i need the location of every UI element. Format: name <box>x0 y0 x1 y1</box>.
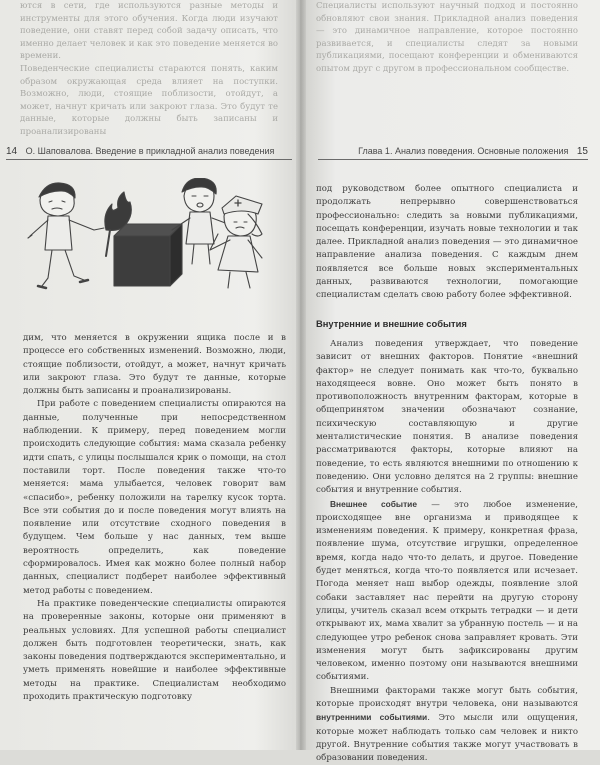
bleed-paragraph: Поведенческие специалисты стараются понять, каким образом окружающая среда влияет на поступки. Возможно, люди, стоящие поблизости, отойдут, а может, начнут кричать или закроют глаза. Это будут те данные, которые должны быть записаны и проанализированы <box>20 63 278 137</box>
body-paragraph: На практике поведенческие специалисты опираются на проверенные законы, которые они применяют в реальных условиях. Для успешной работы специалист должен быть подготовлен теоретически, знать, как законы поведения подтверждаются экспериментально, и уметь применять новейшие и наиболее эффективные методы на практике. Специалистам необходимо проходить практическую подготовку <box>23 598 287 703</box>
book-gutter <box>296 0 306 750</box>
body-text: — это любое изменение, происходящее вне организма и приводящее к изменениям поведения. К примеру, конкретная фраза, появление шума, отсутствие игрушки, определенное время, когда надо что-то делать, и другое. Поведение будет меняться, когда что-то появляется или исчезает. Погода меняет наш выбор одежды, появление злой собаки заставляет нас перейти на другую сторону улицы, учитель сказал всем открыть тетрадки — и дети открывают их, мама хвалит за убранную постель — и на следующее утро ребенок снова заправляет кровать. Эти изменения могут быть зафиксированы другим человеком, именно поэтому они называются внешними событиями. <box>316 499 578 683</box>
running-header-right <box>318 146 588 160</box>
body-paragraph <box>316 498 578 685</box>
page-number-right: 15 <box>576 146 588 157</box>
term-internal-events: внутренними событиями <box>316 712 428 723</box>
bleed-through-text-left <box>20 0 278 139</box>
term-external-event: Внешнее событие <box>330 498 417 509</box>
bleed-paragraph: ются в сети, где используются разные методы и инструменты для этого обучения. Когда люди изучают поведение, они ставят перед собой задачу описать, что именно делает человек и как это поведение меняется во времени. <box>20 1 278 62</box>
children-box-illustration <box>22 178 284 328</box>
boy-figure-left <box>28 183 104 288</box>
bleed-through-text-right <box>316 0 578 76</box>
body-paragraph <box>316 685 578 765</box>
body-paragraph: дим, что меняется в окружении ящика после и в процессе его собственных изменений. Возможно, люди, стоящие поблизости, отойдут, а может, начнут кричать или закроют глаза. Это будут те данные, которые должны быть записаны и проанализированы. <box>23 333 286 397</box>
section-heading: Внутренние и внешние события <box>316 317 467 329</box>
body-paragraph: под руководством более опытного специалиста и продолжать непрерывно совершенствоваться профессионально: следить за новыми публикациями, посещать конференции, изучать новые технологии и так далее. Прикладной анализ поведения — это динамичное направление анализа поведения. С каждым днем появляется все больше новых экспериментальных данных, развиваются технологии, помогающие специалистам сделать свою работу более эффективной. <box>316 184 578 301</box>
left-text-column <box>23 332 286 704</box>
chapter-title: Глава 1. Анализ поведения. Основные положения <box>358 146 569 156</box>
running-header-left <box>6 146 292 160</box>
body-text: . Это мысли или ощущения, которые может наблюдать только сам человек и никто другой. Внутренние события также могут участвовать в образовании поведения. <box>316 713 578 764</box>
page-number-left: 14 <box>6 146 18 157</box>
body-text: Внешними факторами также могут быть события, которые происходят внутри человека, они называются <box>316 685 578 709</box>
right-text-column <box>316 183 578 765</box>
book-title: О. Шаповалова. Введение в прикладной анализ поведения <box>25 146 275 156</box>
body-paragraph: При работе с поведением специалисты опираются на данные, полученные при непосредственном наблюдении. К примеру, перед поведением могли происходить следующие события: мама сказала ребенку идти спать, с улицы послышался крик о помощи, на стол поставили торт. После поведения также что-то меняется: мама улыбается, человек говорит вам «спасибо», ребенку положили на тарелку кусок торта. Все эти события до и после поведения могут влиять на появление или отсутствие сходного поведения в будущем. Чем больше у нас данных, тем выше вероятность определить, как поведение сформировалось. Имея как можно более полный набор данных, специалист подберет наиболее эффективный метод работы с поведением. <box>23 399 286 596</box>
box <box>114 224 182 286</box>
bleed-paragraph: Специалисты используют научный подход и постоянно обновляют свои знания. Прикладной анализ поведения — это динамичное направление, которое постоянно развивается, и специалисты следят за новыми публикациями, посещают конференции и обмениваются опытом друг с другом в профессиональном сообществе. <box>316 1 578 74</box>
body-paragraph: Анализ поведения утверждает, что поведение зависит от внешних факторов. Понятие «внешний фактор» не следует понимать как что-то, буквально находящееся вовне. Оно может быть понято в противоположность внутренним факторам, которые в общепринятом значении обозначают сознание, психическую составляющую и другие менталистические понятия. В анализе поведения рассматриваются факторы, которые влияют на поведение, то есть являются внешними по отношению к поведению. Они условно делятся на 2 группы: внешние события и внутренние события. <box>316 338 578 496</box>
girl-figure <box>210 196 262 288</box>
